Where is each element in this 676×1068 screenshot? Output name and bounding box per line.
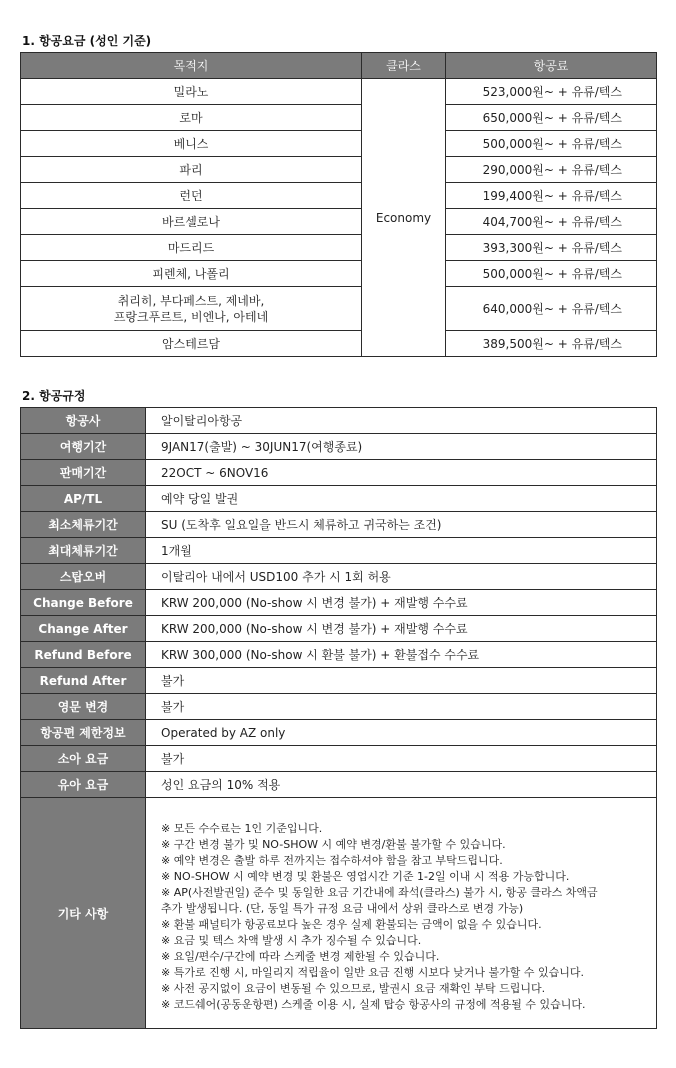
header-destination: 목적지: [21, 53, 362, 79]
table-row: [21, 235, 657, 261]
rule-label: 최소체류기간: [21, 512, 146, 538]
note-line: ※ AP(사전발권일) 준수 및 동일한 요금 기간내에 좌석(클라스) 불가 시, 항공 클라스 차액금: [161, 886, 598, 899]
destination-cell: 파리: [21, 157, 362, 183]
fare-cell: 640,000원~ + 유류/텍스: [446, 287, 657, 331]
fare-cell: 290,000원~ + 유류/텍스: [446, 157, 657, 183]
rule-label: Change After: [21, 616, 146, 642]
table-row: [21, 668, 657, 694]
rule-value: 이탈리아 내에서 USD100 추가 시 1회 허용: [146, 564, 657, 590]
rule-label: 유아 요금: [21, 772, 146, 798]
table-row: [21, 486, 657, 512]
rule-label: 여행기간: [21, 434, 146, 460]
table-row: [21, 131, 657, 157]
fare-cell: 650,000원~ + 유류/텍스: [446, 105, 657, 131]
rule-label: Refund After: [21, 668, 146, 694]
table-row: [21, 79, 657, 105]
rule-label: Change Before: [21, 590, 146, 616]
rule-value: 불가: [146, 694, 657, 720]
notes-cell: [146, 798, 657, 1029]
table-row: [21, 460, 657, 486]
destination-cell: 피렌체, 나폴리: [21, 261, 362, 287]
table-row: [21, 105, 657, 131]
fare-cell: 523,000원~ + 유류/텍스: [446, 79, 657, 105]
fare-cell: 393,300원~ + 유류/텍스: [446, 235, 657, 261]
rule-label: 항공사: [21, 408, 146, 434]
destination-cell: 마드리드: [21, 235, 362, 261]
fares-header-row: [21, 53, 657, 79]
table-row: [21, 720, 657, 746]
table-row: [21, 512, 657, 538]
rule-value: SU (도착후 일요일을 반드시 체류하고 귀국하는 조건): [146, 512, 657, 538]
fare-cell: 500,000원~ + 유류/텍스: [446, 131, 657, 157]
table-row: [21, 434, 657, 460]
table-row: [21, 590, 657, 616]
rule-label: 영문 변경: [21, 694, 146, 720]
table-row: [21, 209, 657, 235]
note-line: ※ 특가로 진행 시, 마일리지 적립율이 일반 요금 진행 시보다 낮거나 불가할 수 있습니다.: [161, 966, 584, 979]
note-line: ※ 코드쉐어(공동운항편) 스케줄 이용 시, 실제 탑승 항공사의 규정에 적용될 수 있습니다.: [161, 998, 586, 1011]
note-line: ※ 사전 공지없이 요금이 변동될 수 있으므로, 발권시 요금 재확인 부탁 드립니다.: [161, 982, 546, 995]
rule-value: KRW 300,000 (No-show 시 환불 불가) + 환불접수 수수료: [146, 642, 657, 668]
rule-label: Refund Before: [21, 642, 146, 668]
rule-value: 1개월: [146, 538, 657, 564]
fare-cell: 500,000원~ + 유류/텍스: [446, 261, 657, 287]
destination-cell: [21, 287, 362, 331]
rule-value: KRW 200,000 (No-show 시 변경 불가) + 재발행 수수료: [146, 590, 657, 616]
table-row: [21, 183, 657, 209]
note-line: ※ 예약 변경은 출발 하루 전까지는 접수하셔야 함을 참고 부탁드립니다.: [161, 854, 503, 867]
rule-label: 소아 요금: [21, 746, 146, 772]
note-line: ※ 요금 및 텍스 차액 발생 시 추가 징수될 수 있습니다.: [161, 934, 422, 947]
fare-cell: 404,700원~ + 유류/텍스: [446, 209, 657, 235]
table-row: [21, 408, 657, 434]
table-row: [21, 746, 657, 772]
fare-cell: 199,400원~ + 유류/텍스: [446, 183, 657, 209]
table-row: [21, 157, 657, 183]
destination-cell: 밀라노: [21, 79, 362, 105]
table-row: [21, 694, 657, 720]
rule-value: 알이탈리아항공: [146, 408, 657, 434]
rule-label: AP/TL: [21, 486, 146, 512]
destination-cell: 베니스: [21, 131, 362, 157]
rule-label: 판매기간: [21, 460, 146, 486]
table-row: [21, 261, 657, 287]
table-row: [21, 564, 657, 590]
notes-label: 기타 사항: [21, 798, 146, 1029]
fares-section-title: 1. 항공요금 (성인 기준): [22, 34, 152, 48]
table-row: [21, 331, 657, 357]
rule-value: 불가: [146, 668, 657, 694]
rules-table: [20, 407, 657, 1029]
table-row: [21, 287, 657, 331]
destination-cell: 런던: [21, 183, 362, 209]
destination-line: 프랑크푸르트, 비엔나, 아테네: [113, 309, 269, 324]
rule-value: 22OCT ~ 6NOV16: [146, 460, 657, 486]
note-line: 추가 발생됩니다. (단, 동일 특가 규정 요금 내에서 상위 클라스로 변경 가능): [161, 902, 524, 915]
rule-value: 불가: [146, 746, 657, 772]
destination-cell: 바르셀로나: [21, 209, 362, 235]
table-row: [21, 616, 657, 642]
rule-value: 9JAN17(출발) ~ 30JUN17(여행종료): [146, 434, 657, 460]
fares-table: [20, 52, 657, 357]
destination-line: 취리히, 부다페스트, 제네바,: [117, 293, 265, 308]
class-cell: Economy: [362, 79, 446, 357]
table-row: [21, 772, 657, 798]
rule-label: 최대체류기간: [21, 538, 146, 564]
rule-label: 스탑오버: [21, 564, 146, 590]
table-row: [21, 642, 657, 668]
note-line: ※ 구간 변경 불가 및 NO-SHOW 시 예약 변경/환불 불가할 수 있습니다.: [161, 838, 506, 851]
rule-value: 성인 요금의 10% 적용: [146, 772, 657, 798]
note-line: ※ NO-SHOW 시 예약 변경 및 환불은 영업시간 기준 1-2일 이내 시 적용 가능합니다.: [161, 870, 570, 883]
rule-value: KRW 200,000 (No-show 시 변경 불가) + 재발행 수수료: [146, 616, 657, 642]
notes-row: [21, 798, 657, 1029]
destination-cell: 암스테르담: [21, 331, 362, 357]
rule-label: 항공편 제한정보: [21, 720, 146, 746]
note-line: ※ 요일/편수/구간에 따라 스케줄 변경 제한될 수 있습니다.: [161, 950, 440, 963]
table-row: [21, 538, 657, 564]
note-line: ※ 환불 패널티가 항공료보다 높은 경우 실제 환불되는 금액이 없을 수 있습니다.: [161, 918, 542, 931]
note-line: ※ 모든 수수료는 1인 기준입니다.: [161, 822, 323, 835]
destination-cell: 로마: [21, 105, 362, 131]
rule-value: 예약 당일 발권: [146, 486, 657, 512]
header-fare: 항공료: [446, 53, 657, 79]
fare-cell: 389,500원~ + 유류/텍스: [446, 331, 657, 357]
rules-section-title: 2. 항공규정: [22, 389, 86, 403]
header-class: 클라스: [362, 53, 446, 79]
rule-value: Operated by AZ only: [146, 720, 657, 746]
